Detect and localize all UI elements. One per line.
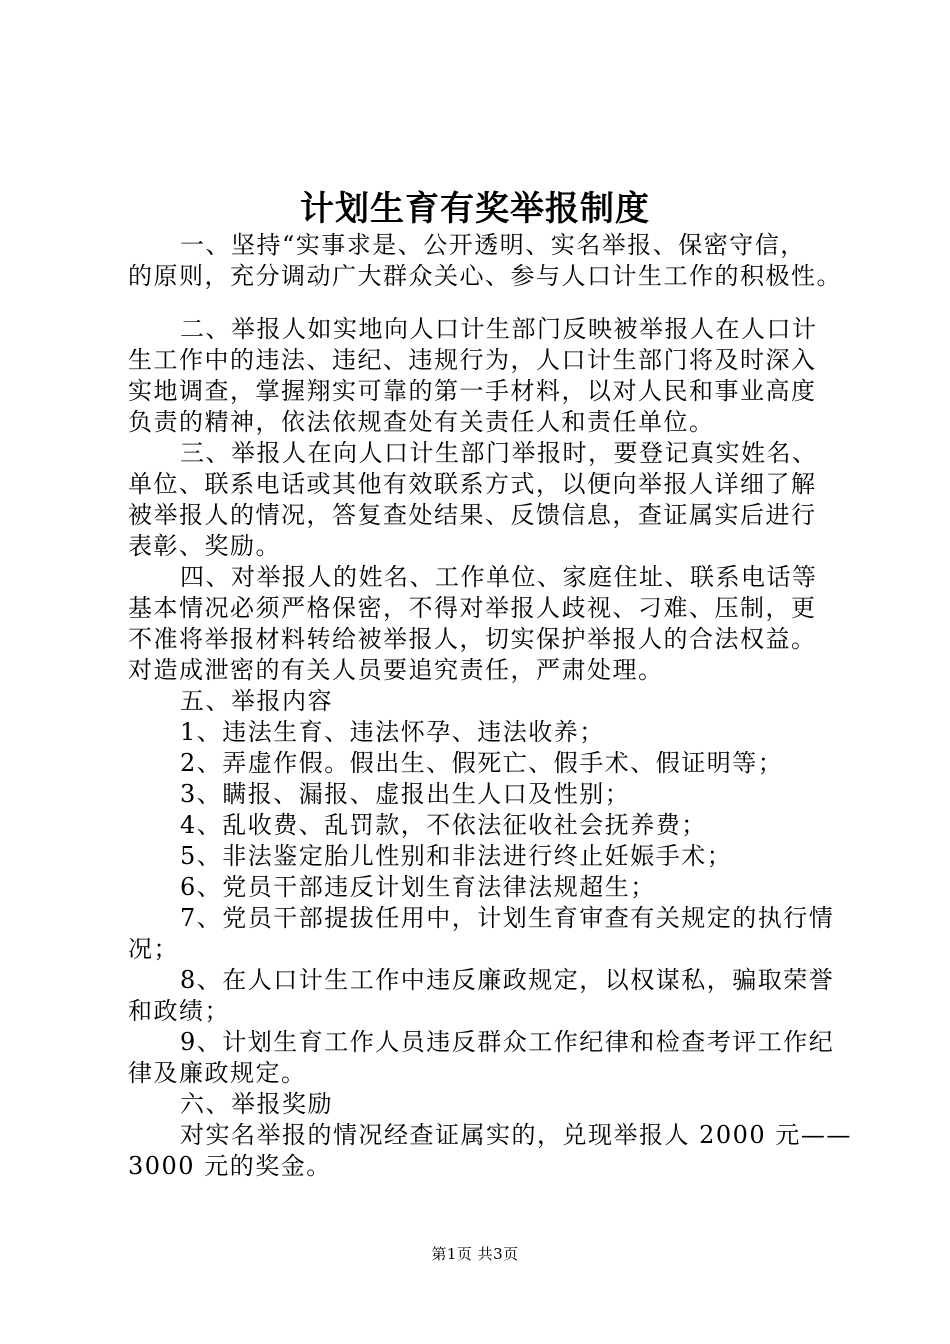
paragraph-investigation: [128, 314, 840, 438]
paragraph-confidentiality: [128, 562, 840, 686]
paragraph-line: 和政绩；: [128, 997, 230, 1025]
paragraph-line: 负责的精神，依法依规查处有关责任人和责任单位。: [128, 408, 715, 436]
paragraph-line: 一、坚持“实事求是、公开透明、实名举报、保密守信，: [180, 231, 806, 259]
list-item: [128, 1027, 840, 1089]
list-item: [128, 965, 840, 1027]
paragraph-line: 实地调查，掌握翔实可靠的第一手材料，以对人民和事业高度: [128, 377, 817, 405]
paragraph-line: 3000 元的奖金。: [128, 1152, 332, 1180]
paragraph-line: 四、对举报人的姓名、工作单位、家庭住址、联系电话等: [180, 563, 818, 591]
paragraph-line: 不准将举报材料转给被举报人，切实保护举报人的合法权益。: [128, 625, 817, 653]
list-item: 2、弄虚作假。假出生、假死亡、假手术、假证明等；: [180, 749, 784, 777]
paragraph-line: 基本情况必须严格保密，不得对举报人歧视、刁难、压制，更: [128, 594, 817, 622]
list-item: 1、违法生育、违法怀孕、违法收养；: [180, 718, 605, 746]
list-item: [128, 903, 840, 965]
paragraph-line: 二、举报人如实地向人口计生部门反映被举报人在人口计: [180, 315, 818, 343]
paragraph-line: 被举报人的情况，答复查处结果、反馈信息，查证属实后进行: [128, 501, 817, 529]
page-number-footer: 第1页 共3页: [431, 1245, 519, 1263]
list-item: 4、乱收费、乱罚款，不依法征收社会抚养费；: [180, 811, 707, 839]
list-item: 3、瞒报、漏报、虚报出生人口及性别；: [180, 780, 631, 808]
paragraph-line: 单位、联系电话或其他有效联系方式，以便向举报人详细了解: [128, 470, 817, 498]
paragraph-reward: [128, 1120, 852, 1182]
paragraph-line: 的原则，充分调动广大群众关心、参与人口计生工作的积极性。: [128, 262, 842, 290]
paragraph-line: 律及廉政规定。: [128, 1059, 307, 1087]
paragraph-line: 7、党员干部提拔任用中，计划生育审查有关规定的执行情: [180, 904, 835, 932]
paragraph-line: 对实名举报的情况经查证属实的，兑现举报人 2000 元——: [180, 1121, 852, 1149]
paragraph-registration: [128, 438, 840, 562]
paragraph-line: 况；: [128, 935, 179, 963]
section-heading-report-content: 五、举报内容: [180, 687, 333, 715]
paragraph-line: 8、在人口计生工作中违反廉政规定，以权谋私，骗取荣誉: [180, 966, 835, 994]
paragraph-line: 对造成泄密的有关人员要追究责任，严肃处理。: [128, 656, 664, 684]
list-item: 5、非法鉴定胎儿性别和非法进行终止妊娠手术；: [180, 842, 733, 870]
document-title: 计划生育有奖举报制度: [300, 189, 650, 229]
paragraph-principle: [128, 230, 840, 292]
section-heading-report-reward: 六、举报奖励: [180, 1090, 333, 1118]
list-item: 6、党员干部违反计划生育法律法规超生；: [180, 873, 656, 901]
paragraph-line: 表彰、奖励。: [128, 532, 281, 560]
document-body: [128, 230, 852, 1182]
paragraph-line: 三、举报人在向人口计生部门举报时，要登记真实姓名、: [180, 439, 818, 467]
paragraph-line: 生工作中的违法、违纪、违规行为，人口计生部门将及时深入: [128, 346, 817, 374]
paragraph-line: 9、计划生育工作人员违反群众工作纪律和检查考评工作纪: [180, 1028, 835, 1056]
